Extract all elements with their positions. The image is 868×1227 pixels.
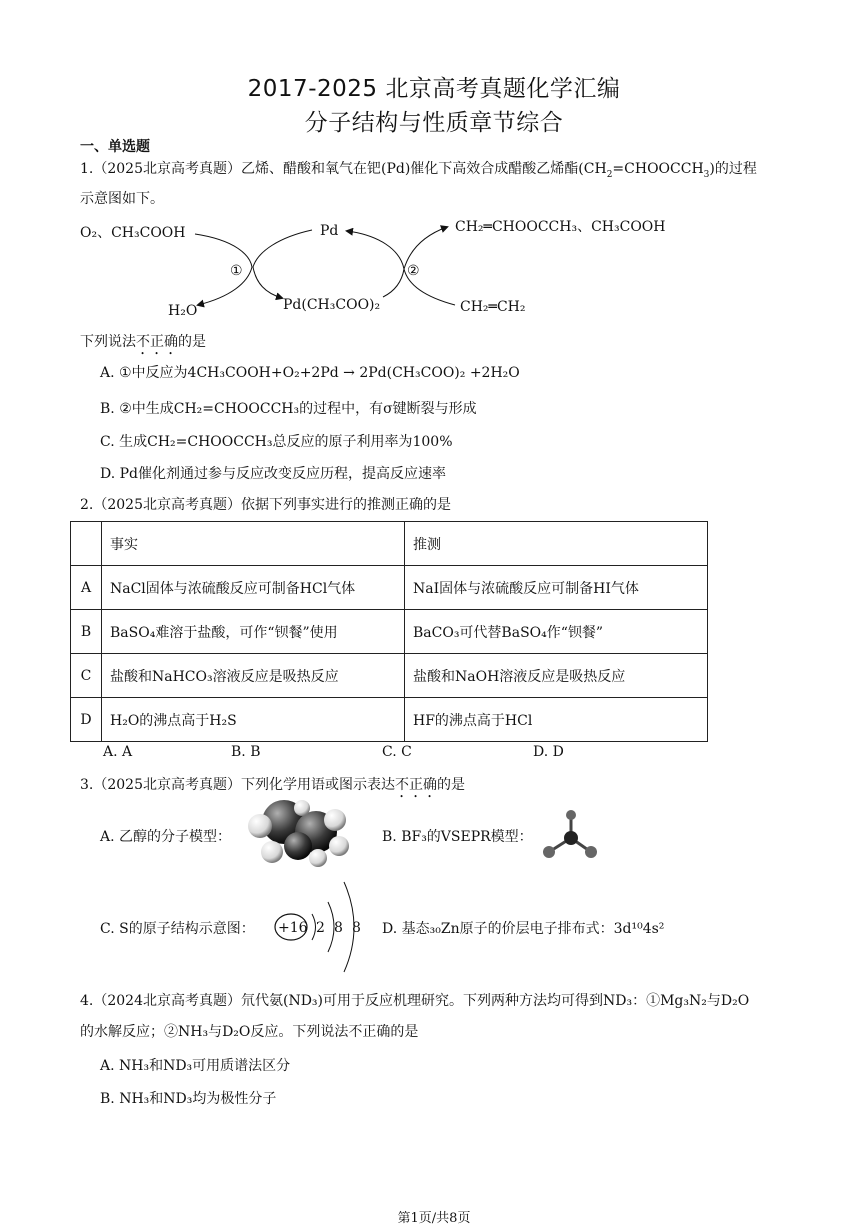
q1-stem-part1: 1.（2025北京高考真题）乙烯、醋酸和氧气在钯(Pd)催化下高效合成醋酸乙烯酯(CH [80,161,607,177]
table-cell-guess: NaI固体与浓硫酸反应可制备HI气体 [405,566,708,610]
q2-answer-d: D. D [533,744,564,760]
q2-table [70,521,708,742]
q1-arrow-h2o-out [198,267,252,305]
q1-stem: 1.（2025北京高考真题）乙烯、醋酸和氧气在钯(Pd)催化下高效合成醋酸乙烯酯$(CH_2=CHOOCCH_3)$的过程 [80,161,757,180]
table-header-row [71,522,708,566]
q1-arrow-pd-in [253,230,312,267]
page-number: 第1页/共8页 [397,1211,471,1226]
q4-option-b: B. NH₃和ND₃均为极性分子 [100,1091,277,1107]
q1-arrow-o2-in [195,234,252,267]
bf3-vsepr-model [540,808,602,864]
q1-step2-marker: ② [407,263,420,279]
table-row-key: B [71,610,102,654]
q1-option-d: D. Pd催化剂通过参与反应改变反应历程，提高反应速率 [100,466,447,482]
nucleus-charge: +16 [278,920,308,936]
table-cell-guess: HF的沸点高于HCl [405,698,708,742]
q2-answer-a: A. A [103,744,133,760]
q1-reactant-right: CH₂═CH₂ [460,299,526,315]
q1-question [80,331,206,358]
shell-electrons-1: 2 [316,920,325,936]
q2-answer-c: C. C [382,744,412,760]
table-header-guess: 推测 [405,522,708,566]
q3-stem-part1: 3.（2025北京高考真题）下列化学用语或图示表达 [80,777,395,793]
q1-stem-line2: 示意图如下。 [80,191,164,207]
document-title-line1: 2017-2025 北京高考真题化学汇编 [247,76,621,102]
table-header-fact: 事实 [102,522,405,566]
q1-catalytic-cycle-diagram [0,205,868,325]
q3-option-b: B. BF₃的VSEPR模型： [382,829,533,845]
q2-answer-b: B. B [231,744,261,760]
table-row [71,610,708,654]
shell-electrons-3: 8 [352,920,361,936]
q3-stem [80,774,465,801]
q1-reactant-left: O₂、CH₃COOH [80,225,186,241]
q1-product-right: CH₂═CHOOCCH₃、CH₃COOH [455,219,666,235]
q3-option-d: D. 基态₃₀Zn原子的价层电子排布式：3d¹⁰4s² [382,921,665,937]
table-row-key: C [71,654,102,698]
q2-stem: 2.（2025北京高考真题）依据下列事实进行的推测正确的是 [80,497,451,513]
q3-option-a: A. 乙醇的分子模型： [100,829,232,845]
table-cell-fact: H₂O的沸点高于H₂S [102,698,405,742]
q1-product-left: H₂O [168,303,198,319]
table-row [71,654,708,698]
q1-option-a: A. ①中反应为4CH₃COOH+O₂+2Pd → 2Pd(CH₃COO)₂ +2H₂O [100,365,520,381]
q3-option-c: C. S的原子结构示意图： [100,921,255,937]
table-row-key: A [71,566,102,610]
table-cell [71,522,102,566]
table-row [71,566,708,610]
q1-arrow-pd-regenerated [347,231,404,269]
table-row [71,698,708,742]
q1-step1-marker: ① [230,263,243,279]
ethanol-space-filling-model [242,800,352,866]
q3-stem-emphasis: 不正确 [395,777,437,793]
shell-electrons-2: 8 [334,920,343,936]
document-title-line2: 分子结构与性质章节综合 [304,110,564,136]
q1-arrow-intermediate-in [383,269,404,297]
sulfur-atomic-structure-diagram [272,878,362,974]
table-cell-guess: BaCO₃可代替BaSO₄作“钡餐” [405,610,708,654]
section-heading: 一、单选题 [80,139,150,155]
q1-question-part2: 的是 [178,334,206,350]
q4-stem-line2: 的水解反应；②NH₃与D₂O反应。下列说法不正确的是 [80,1024,419,1040]
q1-catalyst: Pd [320,223,339,239]
table-cell-fact: BaSO₄难溶于盐酸，可作“钡餐”使用 [102,610,405,654]
q1-intermediate: Pd(CH₃COO)₂ [283,297,381,313]
table-cell-fact: 盐酸和NaHCO₃溶液反应是吸热反应 [102,654,405,698]
table-cell-fact: NaCl固体与浓硫酸反应可制备HCl气体 [102,566,405,610]
q1-option-c: C. 生成CH₂=CHOOCCH₃总反应的原子利用率为100% [100,434,453,450]
q1-option-b: B. ②中生成CH₂=CHOOCCH₃的过程中，有σ键断裂与形成 [100,401,477,417]
q1-arrow-to-intermediate [253,267,282,298]
table-cell-guess: 盐酸和NaOH溶液反应是吸热反应 [405,654,708,698]
q3-stem-part2: 的是 [437,777,465,793]
q4-option-a: A. NH₃和ND₃可用质谱法区分 [100,1058,291,1074]
q4-stem-line1: 4.（2024北京高考真题）氘代氨(ND₃)可用于反应机理研究。下列两种方法均可得到ND₃：①Mg₃N₂与D₂O [80,993,750,1009]
table-row-key: D [71,698,102,742]
q1-stem-part2: =CHOOCCH [612,161,704,177]
q1-question-part1: 下列说法 [80,334,136,350]
q1-question-emphasis: 不正确 [136,334,178,350]
q1-stem-part3: )的过程 [709,161,757,177]
